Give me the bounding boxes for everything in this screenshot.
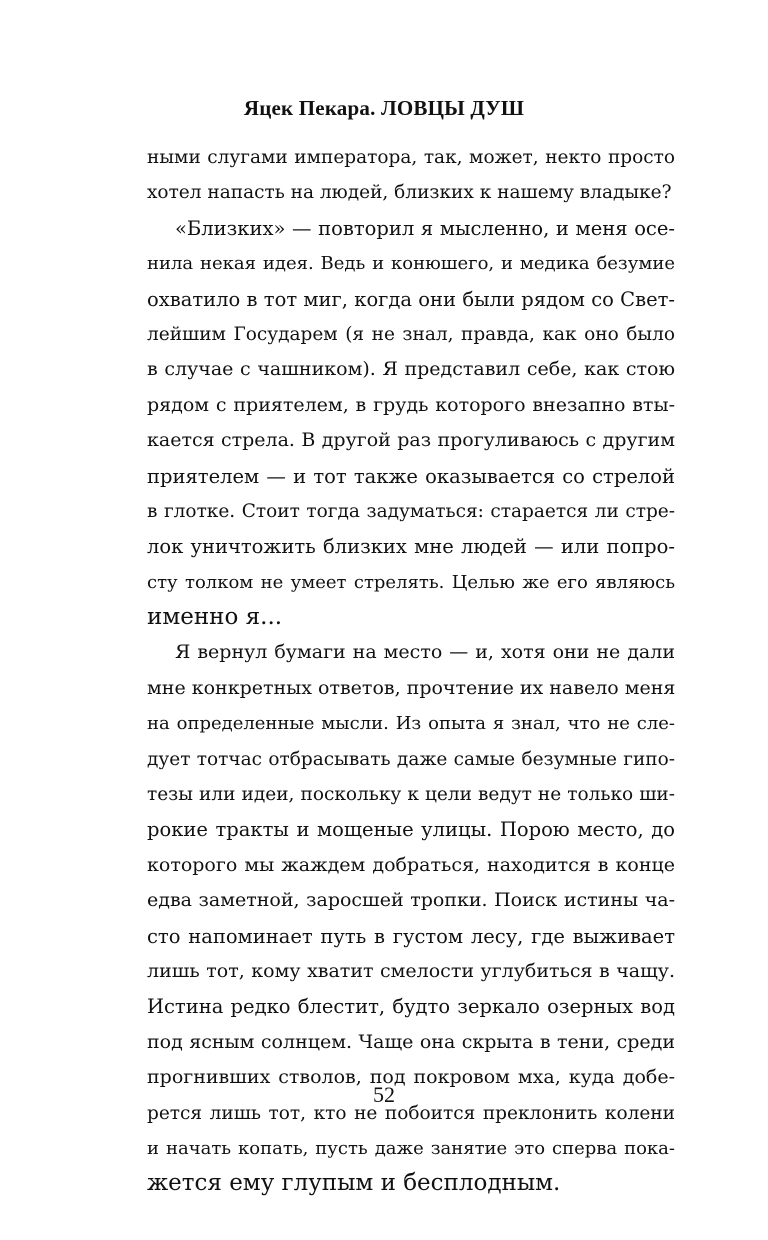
running-head: Яцек Пекара. ЛОВЦЫ ДУШ: [243, 96, 525, 120]
text-line: рется лишь тот, кто не побоится преклонить колени: [147, 1102, 675, 1124]
text-line: в случае с чашником). Я представил себе, как стою: [147, 358, 675, 381]
text-line: приятелем — и тот также оказывается со стрелой: [147, 464, 675, 488]
text-line: жется ему глупым и бесплодным.: [147, 1170, 561, 1197]
text-line: тезы или идеи, поскольку к цели ведут не только ши-: [147, 784, 675, 806]
text-line: и начать копать, пусть даже занятие это сперва пока-: [147, 1137, 675, 1159]
text-line: сто напоминает путь в густом лесу, где выживает: [147, 924, 675, 948]
text-line: Я вернул бумаги на место — и, хотя они не дали: [175, 641, 675, 664]
page-number: 52: [373, 1082, 395, 1107]
text-line: охватило в тот миг, когда они были рядом со Свет-: [147, 287, 675, 311]
text-line: лишь тот, кому хватит смелости углубиться в чащу.: [147, 959, 675, 982]
text-line: прогнивших стволов, под покровом мха, куда добе-: [147, 1066, 675, 1089]
text-line: нила некая идея. Ведь и конюшего, и медика безумие: [147, 253, 675, 275]
text-line: именно я...: [147, 604, 283, 631]
text-line: дует тотчас отбрасывать даже самые безумные гипо-: [147, 748, 675, 770]
text-line: Истина редко блестит, будто зеркало озерных вод: [147, 995, 675, 1019]
text-line: лок уничтожить близких мне людей — или попро-: [147, 535, 675, 559]
text-line: на определенные мысли. Из опыта я знал, что не сле-: [147, 713, 675, 735]
text-line: кается стрела. В другой раз прогуливаюсь с другим: [147, 429, 675, 452]
text-line: рокие тракты и мощеные улицы. Порою место, до: [147, 818, 675, 842]
text-line: под ясным солнцем. Чаще она скрыта в тени, среди: [147, 1030, 675, 1053]
body-text: [147, 140, 675, 1202]
text-line: лейшим Государем (я не знал, правда, как оно было: [147, 323, 675, 345]
text-line: ными слугами императора, так, может, некто просто: [147, 147, 675, 168]
text-line: в глотке. Стоит тогда задуматься: старается ли стре-: [147, 500, 675, 522]
text-line: рядом с приятелем, в грудь которого внезапно вты-: [147, 393, 675, 416]
text-line: хотел напасть на людей, близких к нашему владыке?: [147, 182, 672, 204]
text-line: мне конкретных ответов, прочтение их навело меня: [147, 676, 676, 699]
text-line: которого мы жаждем добраться, находится в конце: [147, 853, 675, 876]
text-line: сту толком не умеет стрелять. Целью же его являюсь: [147, 571, 675, 593]
text-line: едва заметной, заросшей тропки. Поиск истины ча-: [147, 889, 675, 912]
text-line: «Близких» — повторил я мысленно, и меня осе-: [175, 216, 675, 240]
